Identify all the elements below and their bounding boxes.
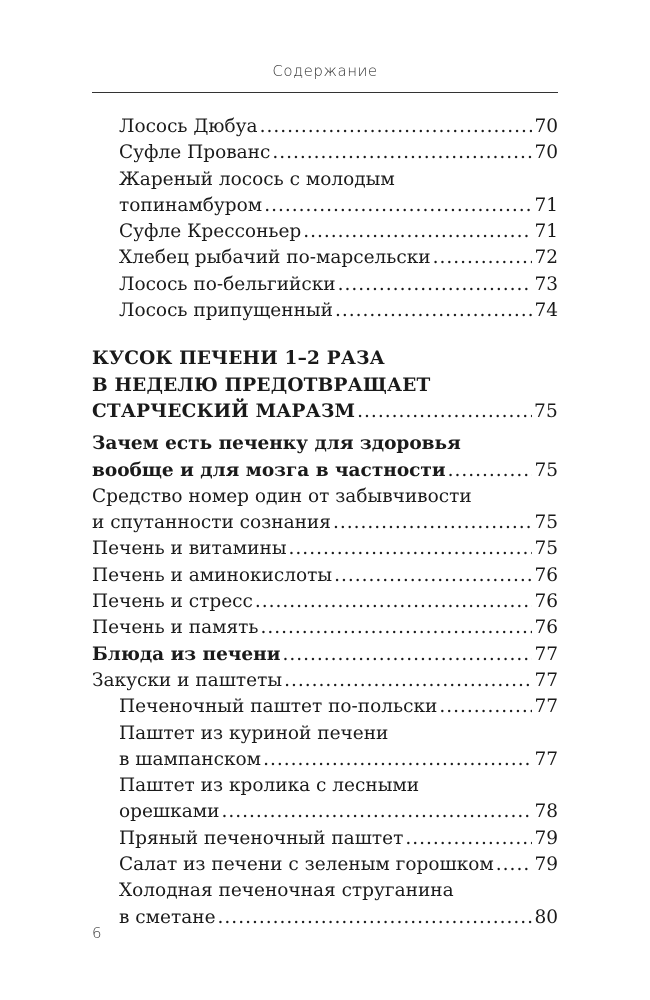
- toc-page-number: 72: [534, 247, 558, 269]
- dot-leader: [282, 642, 532, 668]
- toc-entry-last-line: [92, 536, 558, 562]
- toc-entry-line: В НЕДЕЛЮ ПРЕДОТВРАЩАЕТ: [92, 374, 431, 396]
- toc-item: [92, 721, 558, 774]
- dot-leader: [289, 536, 533, 562]
- toc-item: [92, 852, 558, 878]
- toc-entry-title: в шампанском: [119, 748, 262, 770]
- toc-entry-line: Жареный лосось с молодым: [119, 168, 395, 190]
- toc-page-number: 71: [534, 194, 558, 216]
- header-rule: [92, 92, 558, 93]
- toc-page-number: 79: [534, 827, 558, 849]
- toc-entry-last-line: [119, 245, 558, 271]
- dot-leader: [333, 510, 533, 536]
- toc-entry-last-line: [92, 668, 558, 694]
- toc-entry-title: Печень и стресс: [92, 591, 253, 613]
- toc-page-number: 76: [534, 564, 558, 586]
- toc-entry-title: и спутанности сознания: [92, 512, 331, 534]
- toc-entry-last-line: [119, 298, 558, 324]
- toc-entry-title: Салат из печени с зеленым горошком: [119, 854, 494, 876]
- toc-item: [92, 773, 558, 826]
- toc-entry-last-line: [119, 114, 558, 140]
- toc-entry-last-line: [92, 615, 558, 641]
- dot-leader: [338, 272, 533, 298]
- toc-entry-title: Закуски и паштеты: [92, 669, 283, 691]
- dot-leader: [439, 694, 532, 720]
- dot-leader: [255, 589, 533, 615]
- toc-page-number: 77: [534, 669, 558, 691]
- toc-entry-title: Печеночный паштет по-польски: [119, 696, 438, 718]
- dot-leader: [433, 245, 533, 271]
- toc-entry-title: орешками: [119, 801, 220, 823]
- toc-entry-title: Печень и память: [92, 617, 259, 639]
- toc-page-number: 71: [534, 221, 558, 243]
- toc-section: [92, 431, 558, 484]
- toc-entry-last-line: [119, 140, 558, 166]
- toc-section: [92, 668, 558, 694]
- dot-leader: [272, 140, 532, 166]
- toc-entry-title: Лосось припущенный: [119, 300, 333, 322]
- toc-entry-last-line: [119, 905, 558, 931]
- toc-page-number: 78: [534, 801, 558, 823]
- toc-item: [92, 219, 558, 245]
- toc-entry-last-line: [119, 799, 558, 825]
- toc-section: [92, 484, 558, 537]
- toc-entry-title: Печень и витамины: [92, 538, 287, 560]
- toc-page-number: 80: [534, 906, 558, 928]
- toc-entry-last-line: [92, 510, 558, 536]
- toc-page-number: 74: [534, 300, 558, 322]
- toc-item: [92, 878, 558, 931]
- dot-leader: [260, 114, 533, 140]
- toc-page-number: 77: [534, 643, 558, 665]
- toc-entry-line: Паштет из куриной печени: [119, 722, 389, 744]
- toc-entry-last-line: [119, 747, 558, 773]
- toc-page-number: 75: [534, 538, 558, 560]
- toc-entry-last-line: [119, 852, 558, 878]
- toc-entry-title: Пряный печеночный паштет: [119, 827, 404, 849]
- toc-entry-title: Суфле Прованс: [119, 142, 271, 164]
- toc-entry-line: Зачем есть печенку для здоровья: [92, 433, 461, 455]
- dot-leader: [264, 193, 532, 219]
- toc-item: [92, 114, 558, 140]
- toc-entry-line: Паштет из кролика с лесными: [119, 775, 420, 797]
- dot-leader: [334, 563, 532, 589]
- toc-entry-title: Блюда из печени: [92, 643, 281, 665]
- toc-page-number: 76: [534, 617, 558, 639]
- toc-page-number: 70: [534, 116, 558, 137]
- dot-leader: [263, 747, 532, 773]
- toc-item: [92, 245, 558, 271]
- toc-page-number: 76: [534, 591, 558, 613]
- toc-entry-last-line: [119, 219, 558, 245]
- toc-page-number: 75: [534, 512, 558, 534]
- toc-entry-last-line: [92, 563, 558, 589]
- toc-section: [92, 563, 558, 589]
- dot-leader: [284, 668, 532, 694]
- toc-entry-last-line: [92, 399, 558, 425]
- toc-entry-title: топинамбуром: [119, 194, 263, 216]
- dot-leader: [221, 799, 532, 825]
- toc-entry-title: Суфле Крессоньер: [119, 221, 302, 243]
- dot-leader: [335, 298, 532, 324]
- toc-item: [92, 140, 558, 166]
- toc-entry-last-line: [92, 458, 558, 484]
- page-number: 6: [92, 924, 102, 942]
- toc-section: [92, 642, 558, 668]
- toc-item: [92, 272, 558, 298]
- toc-page-number: 79: [534, 854, 558, 876]
- toc-entry-title: СТАРЧЕСКИЙ МАРАЗМ: [92, 400, 356, 422]
- toc-chapter: [92, 346, 558, 425]
- toc-item: [92, 694, 558, 720]
- toc-page-number: 70: [534, 142, 558, 164]
- toc-entry-line: Средство номер один от забывчивости: [92, 485, 472, 507]
- toc-entry-last-line: [119, 272, 558, 298]
- toc-entry-title: Лосось Дюбуа: [119, 116, 258, 137]
- dot-leader: [448, 458, 533, 484]
- toc-entry-last-line: [92, 589, 558, 615]
- toc-entry-title: в сметане: [119, 906, 216, 928]
- toc-item: [92, 826, 558, 852]
- dot-leader: [218, 905, 533, 931]
- toc-entry-last-line: [92, 642, 558, 668]
- toc-page-number: 75: [534, 459, 558, 481]
- toc-entry-title: вообще и для мозга в частности: [92, 459, 446, 481]
- toc-entry-title: Хлебец рыбачий по-марсельски: [119, 247, 431, 269]
- dot-leader: [357, 399, 532, 425]
- toc-entry-title: Лосось по-бельгийски: [119, 273, 336, 295]
- dot-leader: [405, 826, 532, 852]
- toc-item: [92, 167, 558, 220]
- toc-entry-title: Печень и аминокислоты: [92, 564, 333, 586]
- running-header: Содержание: [272, 62, 378, 80]
- toc-entry-last-line: [119, 193, 558, 219]
- dot-leader: [303, 219, 532, 245]
- toc-page-number: 75: [534, 400, 558, 422]
- dot-leader: [496, 852, 533, 878]
- toc-item: [92, 298, 558, 324]
- toc-page-number: 73: [534, 273, 558, 295]
- toc-section: [92, 615, 558, 641]
- toc-section: [92, 536, 558, 562]
- toc-entry-line: Холодная печеночная струганина: [119, 880, 454, 902]
- toc-section: [92, 589, 558, 615]
- toc-entry-last-line: [119, 826, 558, 852]
- toc-entry-line: КУСОК ПЕЧЕНИ 1–2 РАЗА: [92, 348, 385, 370]
- table-of-contents: [92, 114, 558, 931]
- toc-page-number: 77: [534, 748, 558, 770]
- toc-entry-last-line: [119, 694, 558, 720]
- toc-page-number: 77: [534, 696, 558, 718]
- dot-leader: [260, 615, 532, 641]
